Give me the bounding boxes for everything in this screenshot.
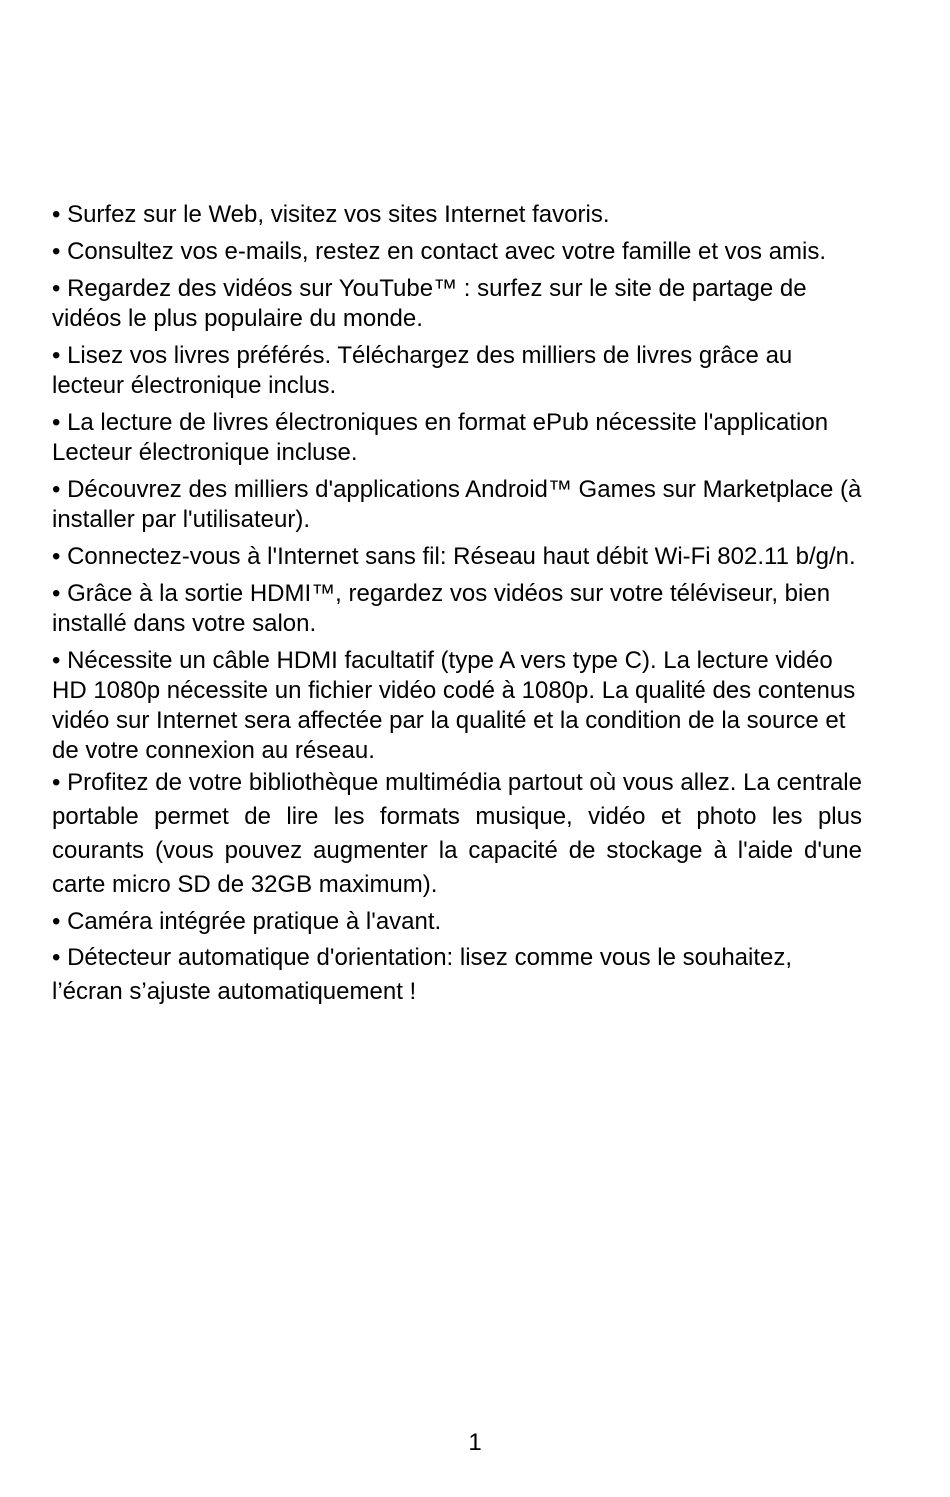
bullet-item-hdmi-cable: • Nécessite un câble HDMI facultatif (type A vers type C). La lecture vidéo HD 1080p nécessite un fichier vidéo codé à 1080p. La qualité des contenus vidéo sur Internet sera affectée par la qualité et la condition de la source et de votre connexion au réseau. (52, 647, 856, 764)
bullet-item-orientation: • Détecteur automatique d'orientation: lisez comme vous le souhaitez, l’écran s’ajuste automatiquement ! (52, 944, 793, 1005)
bullet-item-multimedia: • Profitez de votre bibliothèque multimédia partout où vous allez. La centrale portable permet de lire les formats musique, vidéo et photo les plus courants (vous pouvez augmenter la capacité de stockage à l'aide d'une carte micro SD de 32GB maximum). (52, 769, 862, 898)
bullet-list (52, 200, 862, 1016)
bullet-item-email: • Consultez vos e-mails, restez en contact avec votre famille et vos amis. (52, 238, 827, 265)
bullet-item-hdmi: • Grâce à la sortie HDMI™, regardez vos vidéos sur votre téléviseur, bien installé dans votre salon. (52, 580, 831, 637)
bullet-item-wifi: • Connectez-vous à l'Internet sans fil: Réseau haut débit Wi-Fi 802.11 b/g/n. (52, 543, 856, 570)
bullet-item-books: • Lisez vos livres préférés. Téléchargez des milliers de livres grâce au lecteur électronique inclus. (52, 342, 793, 399)
bullet-item-web: • Surfez sur le Web, visitez vos sites Internet favoris. (52, 201, 610, 228)
bullet-item-android-apps: • Découvrez des milliers d'applications Android™ Games sur Marketplace (à installer par l'utilisateur). (52, 476, 862, 533)
bullet-item-camera: • Caméra intégrée pratique à l'avant. (52, 908, 442, 935)
bullet-item-youtube: • Regardez des vidéos sur YouTube™ : surfez sur le site de partage de vidéos le plus populaire du monde. (52, 275, 807, 332)
bullet-item-epub: • La lecture de livres électroniques en format ePub nécessite l'application Lecteur électronique incluse. (52, 409, 829, 466)
page-number: 1 (468, 1429, 482, 1456)
